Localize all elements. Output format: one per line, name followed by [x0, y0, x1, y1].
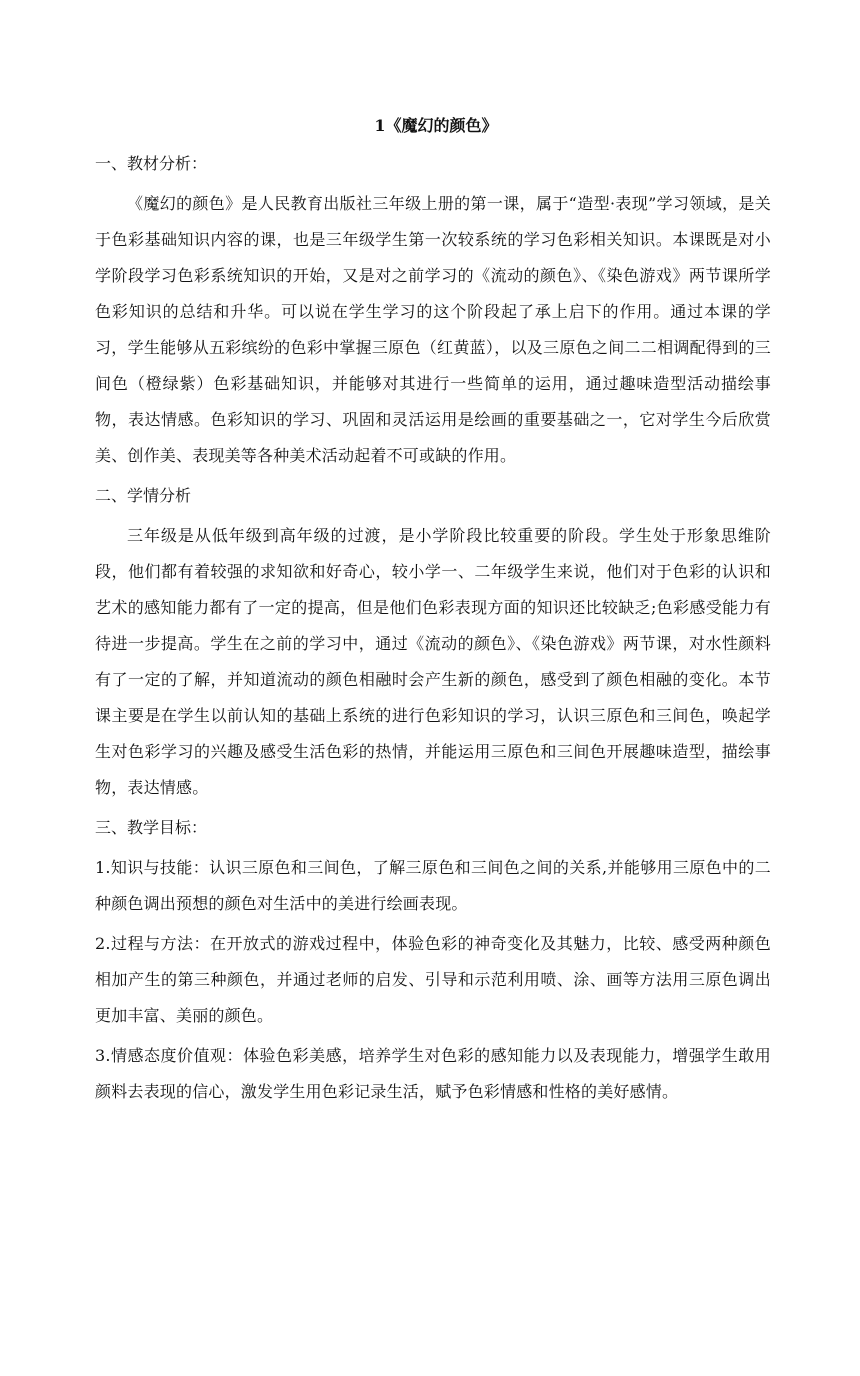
document-title: 1《魔幻的颜色》: [374, 116, 498, 135]
section-paragraph: 《魔幻的颜色》是人民教育出版社三年级上册的第一课，属于“造型·表现”学习领域，是关于色彩基础知识内容的课，也是三年级学生第一次较系统的学习色彩相关知识。本课既是对小学阶段学习色彩系统知识的开始，又是对之前学习的《流动的颜色》、《染色游戏》两节课所学色彩知识的总结和升华。可以说在学生学习的这个阶段起了承上启下的作用。通过本课的学习，学生能够从五彩缤纷的色彩中掌握三原色（红黄蓝），以及三原色之间二二相调配得到的三间色（橙绿紫）色彩基础知识，并能够对其进行一些简单的运用，通过趣味造型活动描绘事物，表达情感。色彩知识的学习、巩固和灵活运用是绘画的重要基础之一，它对学生今后欣赏美、创作美、表现美等各种美术活动起着不可或缺的作用。: [95, 194, 771, 465]
section-heading: 二、学情分析: [95, 486, 192, 505]
document-page: [95, 108, 771, 1114]
objective-emotion-values: 3.情感态度价值观：体验色彩美感，培养学生对色彩的感知能力以及表现能力，增强学生敢用颜料去表现的信心，激发学生用色彩记录生活，赋予色彩情感和性格的美好感情。: [95, 1046, 771, 1101]
section-learner-analysis: [95, 478, 771, 806]
section-heading: 三、教学目标：: [95, 818, 208, 837]
section-paragraph: 三年级是从低年级到高年级的过渡，是小学阶段比较重要的阶段。学生处于形象思维阶段，他们都有着较强的求知欲和好奇心，较小学一、二年级学生来说，他们对于色彩的认识和艺术的感知能力都有了一定的提高，但是他们色彩表现方面的知识还比较缺乏;色彩感受能力有待进一步提高。学生在之前的学习中，通过《流动的颜色》、《染色游戏》两节课，对水性颜料有了一定的了解，并知道流动的颜色相融时会产生新的颜色，感受到了颜色相融的变化。本节课主要是在学生以前认知的基础上系统的进行色彩知识的学习，认识三原色和三间色，唤起学生对色彩学习的兴趣及感受生活色彩的热情，并能运用三原色和三间色开展趣味造型，描绘事物，表达情感。: [95, 526, 771, 797]
objective-process-methods: 2.过程与方法：在开放式的游戏过程中，体验色彩的神奇变化及其魅力，比较、感受两种颜色相加产生的第三种颜色，并通过老师的启发、引导和示范利用喷、涂、画等方法用三原色调出更加丰富、美丽的颜色。: [95, 934, 771, 1025]
section-heading: 一、教材分析：: [95, 154, 208, 173]
section-teaching-objectives: [95, 810, 771, 1110]
objective-knowledge-skills: 1.知识与技能：认识三原色和三间色，了解三原色和三间色之间的关系,并能够用三原色中的二种颜色调出预想的颜色对生活中的美进行绘画表现。: [95, 858, 771, 913]
section-textbook-analysis: [95, 146, 771, 474]
